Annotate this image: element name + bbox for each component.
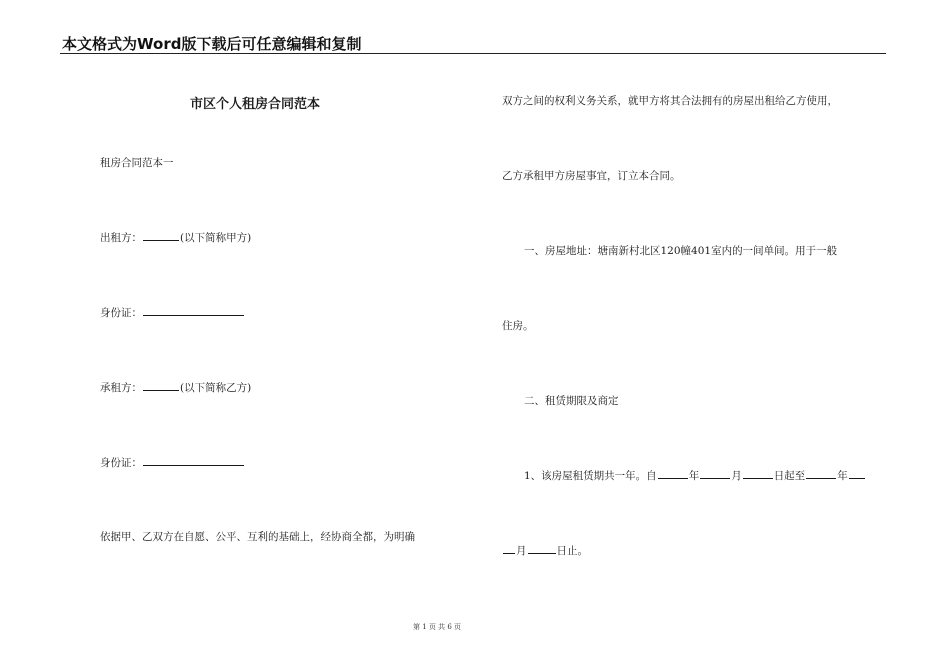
end-year-label: 年 xyxy=(837,470,848,482)
lessor-label: 出租方： xyxy=(100,232,142,244)
lease-term-intro: 1、该房屋租赁期共一年。自 xyxy=(524,470,657,482)
start-year-label: 年 xyxy=(688,470,700,482)
document-header: 本文格式为Word版下载后可任意编辑和复制 xyxy=(62,35,362,53)
lessee-id-line xyxy=(100,455,245,470)
end-day-blank xyxy=(528,543,556,554)
end-year-blank xyxy=(806,468,836,479)
end-month-blank-a xyxy=(849,468,865,479)
document-title: 市区个人租房合同范本 xyxy=(190,97,321,112)
start-day-label: 日起至 xyxy=(773,470,806,482)
lessor-blank xyxy=(143,230,179,241)
page-number: 第 1 页 共 6 页 xyxy=(413,623,462,631)
start-month-blank xyxy=(700,468,730,479)
lessee-id-label: 身份证： xyxy=(100,457,142,469)
right-paragraph-line-2: 乙方承租甲方房屋事宜，订立本合同。 xyxy=(502,170,681,182)
end-month-label: 月 xyxy=(516,545,527,557)
lessor-id-line xyxy=(100,305,245,320)
lessor-line xyxy=(100,230,251,245)
start-year-blank xyxy=(658,468,688,479)
right-paragraph-line-1: 双方之间的权利义务关系，就甲方将其合法拥有的房屋出租给乙方使用， xyxy=(502,95,838,107)
header-divider xyxy=(60,53,886,54)
start-day-blank xyxy=(743,468,773,479)
lessee-note: (以下简称乙方) xyxy=(180,382,252,394)
contract-subtitle: 租房合同范本一 xyxy=(100,157,174,169)
lessor-id-label: 身份证： xyxy=(100,307,142,319)
clause-1-address: 一、房屋地址：塘南新村北区120幢401室内的一间单间。用于一般 xyxy=(524,245,838,257)
end-month-blank-b xyxy=(503,543,515,554)
clause-2-heading: 二、租赁期限及商定 xyxy=(524,395,619,407)
lessee-id-blank xyxy=(143,455,244,466)
lease-term-end-line xyxy=(502,543,588,558)
basis-paragraph: 依据甲、乙双方在自愿、公平、互利的基础上，经协商全都，为明确 xyxy=(100,531,415,543)
start-month-label: 月 xyxy=(731,470,742,482)
lessee-label: 承租方： xyxy=(100,382,142,394)
lessee-blank xyxy=(143,380,179,391)
lease-term-line xyxy=(524,468,866,483)
lessor-note: (以下简称甲方) xyxy=(180,232,252,244)
lessor-id-blank xyxy=(143,305,244,316)
clause-1-continuation: 住房。 xyxy=(502,320,534,332)
lease-term-end: 日止。 xyxy=(556,545,588,557)
lessee-line xyxy=(100,380,251,395)
